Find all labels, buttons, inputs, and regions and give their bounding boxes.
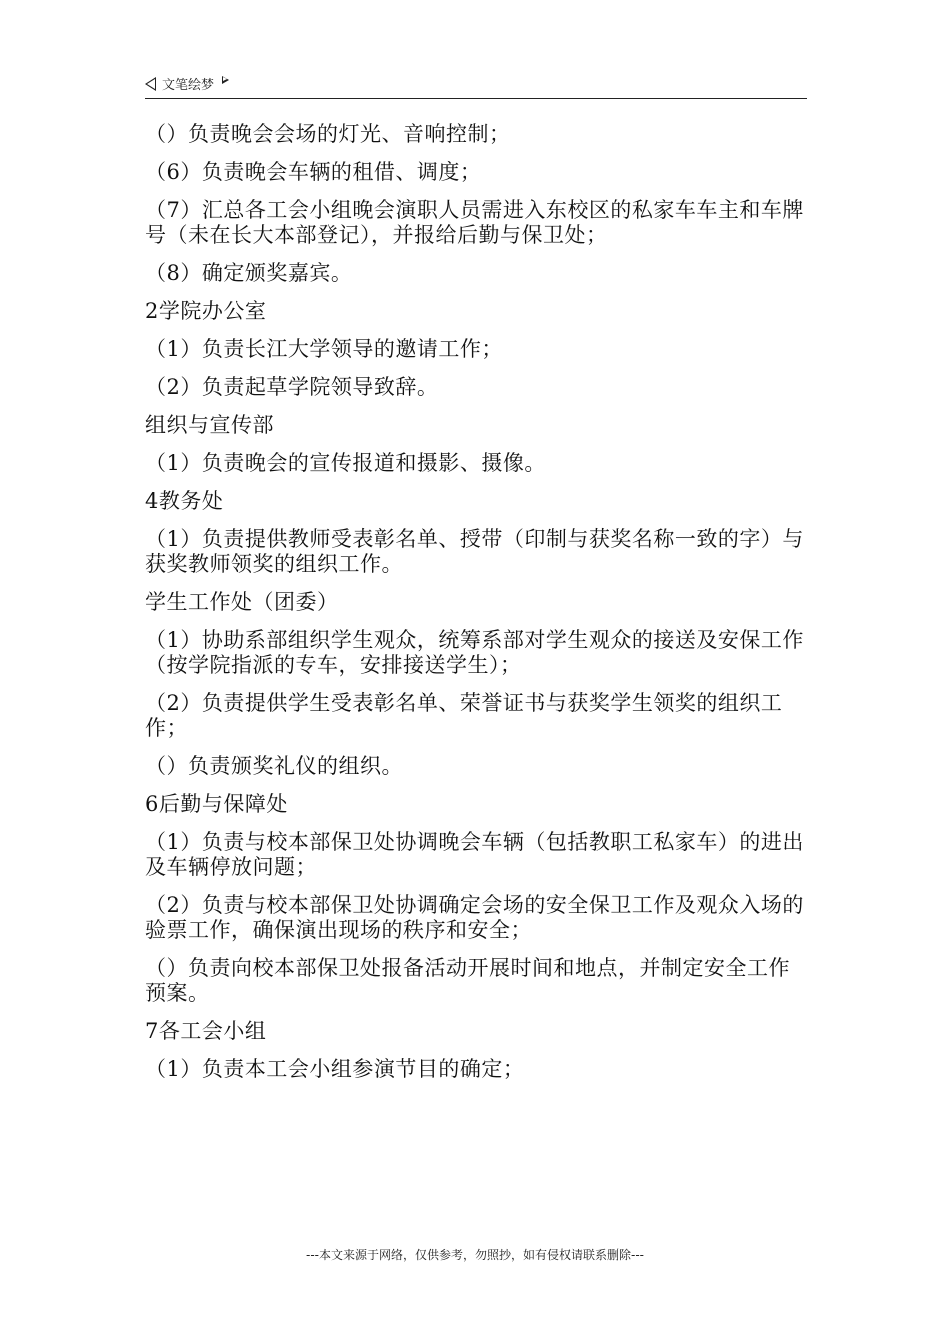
paragraph: （）负责晚会会场的灯光、音响控制； xyxy=(145,122,511,146)
paragraph: （2）负责与校本部保卫处协调确定会场的安全保卫工作及观众入场的验票工作，确保演出现场的秩序和安全； xyxy=(145,893,804,942)
paragraph: （6）负责晚会车辆的租借、调度； xyxy=(145,160,482,184)
section-heading: 学生工作处（团委） xyxy=(145,590,339,614)
triangle-left-icon xyxy=(145,77,156,91)
paragraph: （）负责颁奖礼仪的组织。 xyxy=(145,754,403,778)
section-heading: 4教务处 xyxy=(145,489,224,513)
paragraph: （1）负责本工会小组参演节目的确定； xyxy=(145,1057,525,1081)
paragraph: （1）负责与校本部保卫处协调晚会车辆（包括教职工私家车）的进出及车辆停放问题； xyxy=(145,830,804,879)
paragraph: （1）负责晚会的宣传报道和摄影、摄像。 xyxy=(145,451,546,475)
paragraph: （8）确定颁奖嘉宾。 xyxy=(145,261,353,285)
paragraph: （）负责向校本部保卫处报备活动开展时间和地点，并制定安全工作预案。 xyxy=(145,956,790,1005)
section-heading: 2学院办公室 xyxy=(145,299,267,323)
paragraph: （7）汇总各工会小组晚会演职人员需进入东校区的私家车车主和车牌号（未在长大本部登记），并报给后勤与保卫处； xyxy=(145,198,804,247)
header-brand xyxy=(145,74,229,93)
paragraph: （1）协助系部组织学生观众，统筹系部对学生观众的接送及安保工作（按学院指派的专车，安排接送学生）； xyxy=(145,628,804,677)
paragraph: （1）负责提供教师受表彰名单、授带（印制与获奖名称一致的字）与获奖教师领奖的组织工作。 xyxy=(145,527,804,576)
page-footer: ---本文来源于网络，仅供参考，勿照抄，如有侵权请联系删除--- xyxy=(306,1248,644,1262)
paragraph: （1）负责长江大学领导的邀请工作； xyxy=(145,337,503,361)
triangle-right-icon xyxy=(222,76,229,84)
page-header xyxy=(145,72,807,99)
section-heading: 组织与宣传部 xyxy=(145,413,274,437)
document-body xyxy=(145,122,807,1095)
paragraph: （2）负责提供学生受表彰名单、荣誉证书与获奖学生领奖的组织工作； xyxy=(145,691,783,740)
section-heading: 6后勤与保障处 xyxy=(145,792,288,816)
header-brand-text: 文笔绘梦 xyxy=(162,78,215,93)
section-heading: 7各工会小组 xyxy=(145,1019,267,1043)
paragraph: （2）负责起草学院领导致辞。 xyxy=(145,375,439,399)
